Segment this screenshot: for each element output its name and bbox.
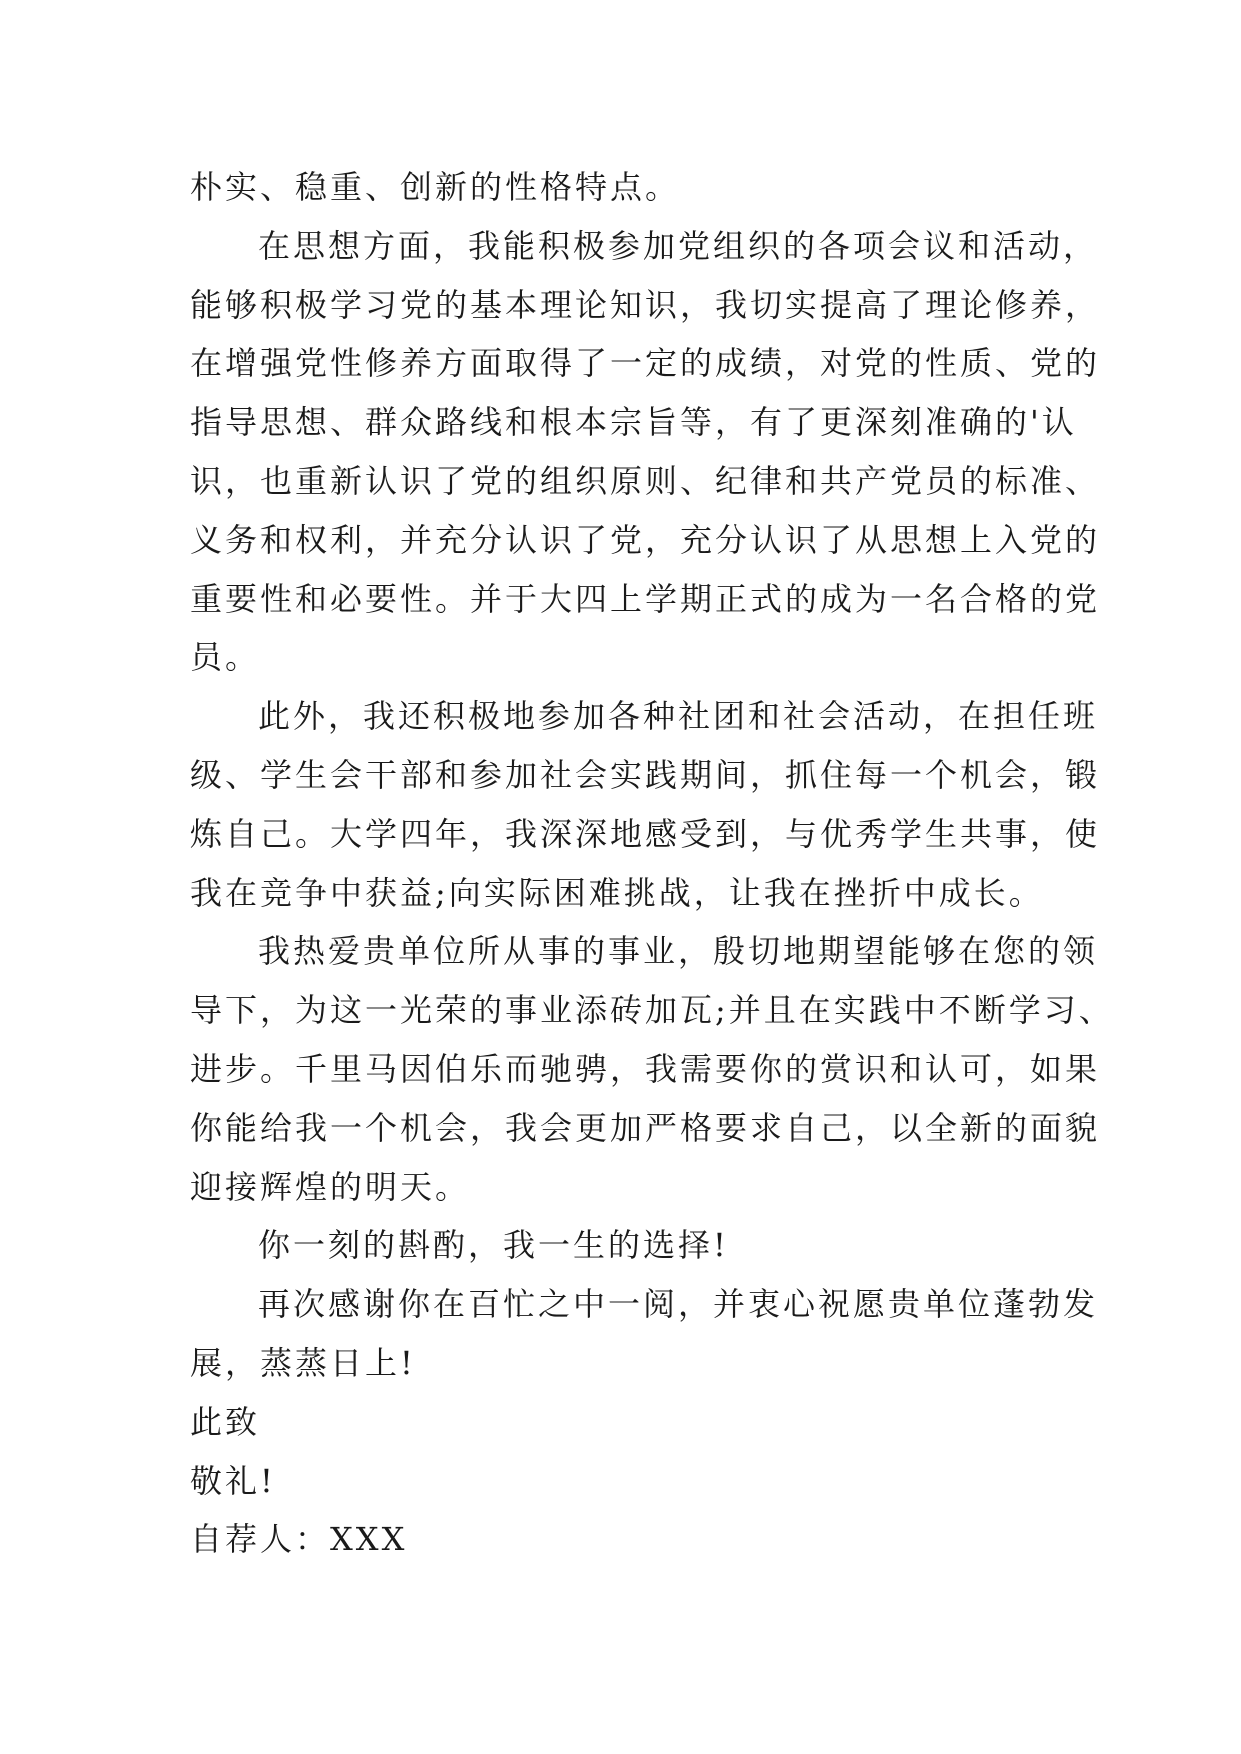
text-line: 重要性和必要性。并于大四上学期正式的成为一名合格的党 — [190, 579, 1101, 618]
text-line: 在思想方面，我能积极参加党组织的各项会议和活动， — [258, 226, 1099, 265]
text-line: 再次感谢你在百忙之中一阅，并衷心祝愿贵单位蓬勃发 — [258, 1285, 1099, 1324]
text-line: 此外，我还积极地参加各种社团和社会活动，在担任班 — [258, 697, 1099, 736]
text-line: 员。 — [190, 638, 261, 677]
text-line: 炼自己。大学四年，我深深地感受到，与优秀学生共事，使 — [190, 814, 1101, 853]
text-line: 导下，为这一光荣的事业添砖加瓦;并且在实践中不断学习、 — [190, 991, 1114, 1030]
text-line: 我在竞争中获益;向实际困难挑战，让我在挫折中成长。 — [190, 873, 1044, 912]
text-line: 进步。千里马因伯乐而驰骋，我需要你的赏识和认可，如果 — [190, 1049, 1101, 1088]
text-line: 我热爱贵单位所从事的事业，殷切地期望能够在您的领 — [258, 932, 1099, 971]
closing-line: 此致 — [190, 1402, 261, 1441]
text-line: 级、学生会干部和参加社会实践期间，抓住每一个机会，锻 — [190, 755, 1101, 794]
text-line: 迎接辉煌的明天。 — [190, 1167, 471, 1206]
text-line: 你能给我一个机会，我会更加严格要求自己，以全新的面貌 — [190, 1108, 1101, 1147]
text-line: 义务和权利，并充分认识了党，充分认识了从思想上入党的 — [190, 520, 1101, 559]
text-line: 能够积极学习党的基本理论知识，我切实提高了理论修养， — [190, 285, 1101, 324]
text-line: 朴实、稳重、创新的性格特点。 — [190, 168, 681, 206]
text-line: 在增强党性修养方面取得了一定的成绩，对党的性质、党的 — [190, 344, 1101, 383]
text-line: 你一刻的斟酌，我一生的选择! — [258, 1226, 729, 1265]
text-line: 展，蒸蒸日上! — [190, 1343, 416, 1382]
text-line: 识，也重新认识了党的组织原则、纪律和共产党员的标准、 — [190, 461, 1101, 500]
text-line: 指导思想、群众路线和根本宗旨等，有了更深刻准确的'认 — [190, 403, 1077, 442]
letter-body — [190, 158, 1114, 1569]
salutation-line: 敬礼! — [190, 1461, 276, 1500]
signature-line: 自荐人：XXX — [190, 1520, 408, 1559]
